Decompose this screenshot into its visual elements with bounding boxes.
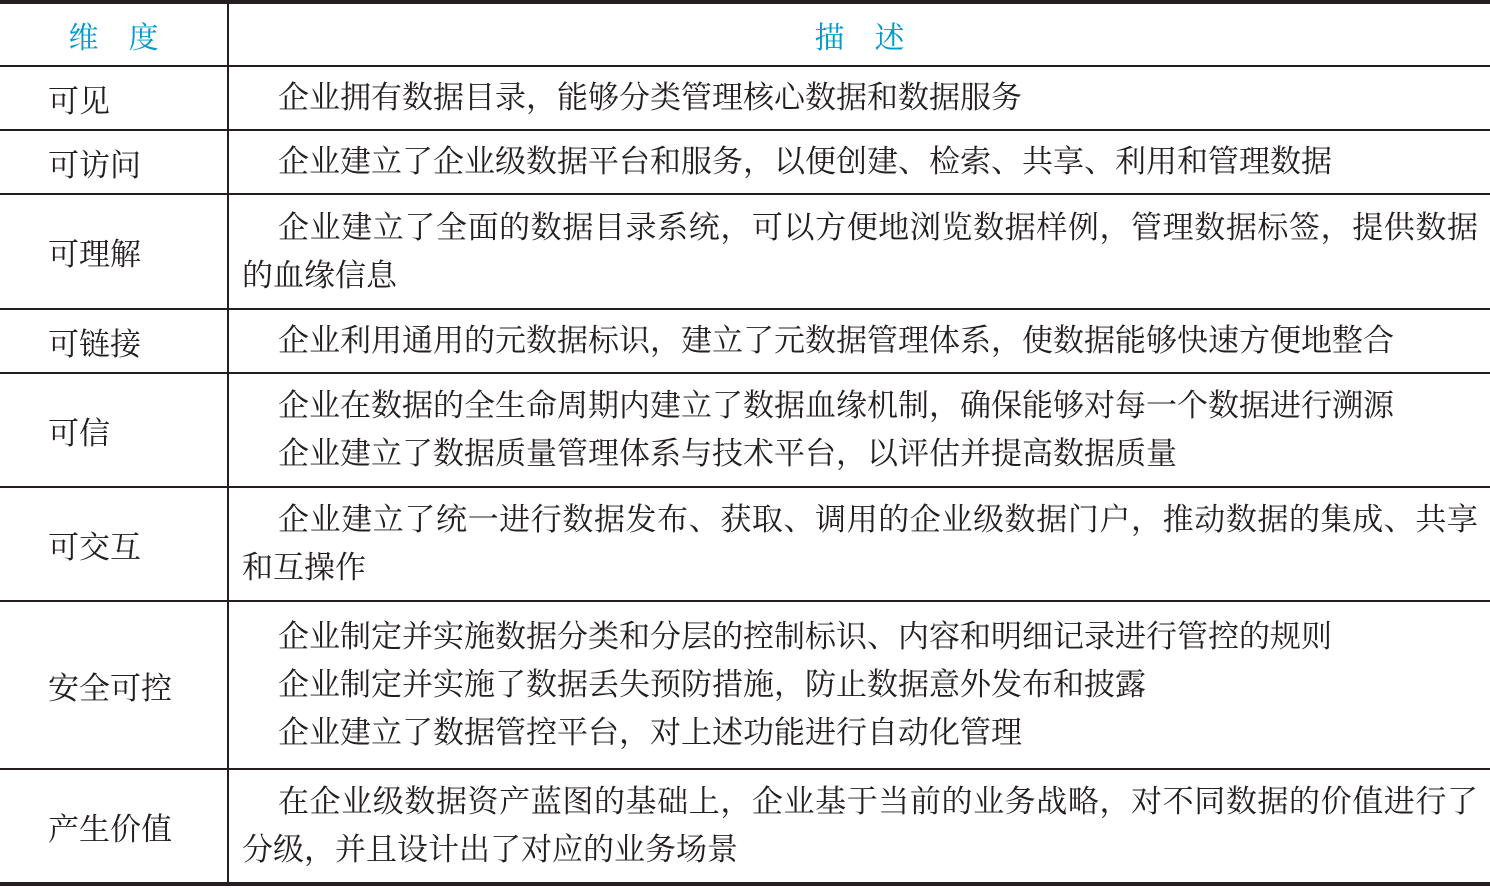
dimension-cell: 安全可控 bbox=[48, 670, 172, 707]
dimension-cell: 可访问 bbox=[48, 147, 141, 184]
table-row bbox=[0, 488, 1490, 600]
description-cell bbox=[242, 374, 1478, 486]
description-cell bbox=[242, 195, 1478, 308]
description-text: 企业拥有数据目录，能够分类管理核心数据和数据服务 bbox=[278, 80, 1022, 116]
table-row bbox=[0, 195, 1490, 308]
header-dimension: 维 度 bbox=[68, 21, 159, 56]
description-text: 企业在数据的全生命周期内建立了数据血缘机制，确保能够对每一个数据进行溯源 bbox=[278, 388, 1394, 424]
description-text: 在企业级数据资产蓝图的基础上，企业基于当前的业务战略，对不同数据的价值进行了分级，并且设计出了对应的业务场景 bbox=[242, 784, 1478, 868]
description-text: 企业建立了数据管控平台，对上述功能进行自动化管理 bbox=[278, 715, 1022, 751]
dimension-cell: 可理解 bbox=[48, 237, 141, 273]
description-cell bbox=[242, 488, 1478, 600]
dimension-cell: 可交互 bbox=[48, 529, 141, 566]
table-row bbox=[0, 310, 1490, 372]
description-cell bbox=[242, 770, 1478, 882]
table-row bbox=[0, 374, 1490, 486]
table-row bbox=[0, 602, 1490, 768]
dimension-cell: 可信 bbox=[48, 415, 110, 452]
table-bottom-rule bbox=[0, 882, 1490, 886]
header-description: 描 述 bbox=[814, 21, 905, 56]
description-text: 企业制定并实施数据分类和分层的控制标识、内容和明细记录进行管控的规则 bbox=[278, 619, 1332, 655]
dimension-cell: 产生价值 bbox=[48, 811, 172, 848]
description-text: 企业建立了统一进行数据发布、获取、调用的企业级数据门户，推动数据的集成、共享和互操作 bbox=[242, 502, 1478, 586]
table-row bbox=[0, 67, 1490, 129]
description-text: 企业建立了企业级数据平台和服务，以便创建、检索、共享、利用和管理数据 bbox=[278, 144, 1332, 180]
description-text: 企业建立了全面的数据目录系统，可以方便地浏览数据样例，管理数据标签，提供数据的血缘信息 bbox=[242, 209, 1478, 294]
description-cell bbox=[242, 67, 1478, 129]
dimension-cell: 可见 bbox=[48, 83, 110, 120]
dimension-cell: 可链接 bbox=[48, 326, 141, 363]
table-row bbox=[0, 131, 1490, 193]
description-text: 企业利用通用的元数据标识，建立了元数据管理体系，使数据能够快速方便地整合 bbox=[278, 323, 1394, 359]
description-text: 企业制定并实施了数据丢失预防措施，防止数据意外发布和披露 bbox=[278, 667, 1146, 703]
description-cell bbox=[242, 131, 1478, 193]
description-cell bbox=[242, 310, 1478, 372]
table-row bbox=[0, 770, 1490, 882]
description-text: 企业建立了数据质量管理体系与技术平台，以评估并提高数据质量 bbox=[278, 436, 1177, 472]
description-cell bbox=[242, 602, 1478, 768]
